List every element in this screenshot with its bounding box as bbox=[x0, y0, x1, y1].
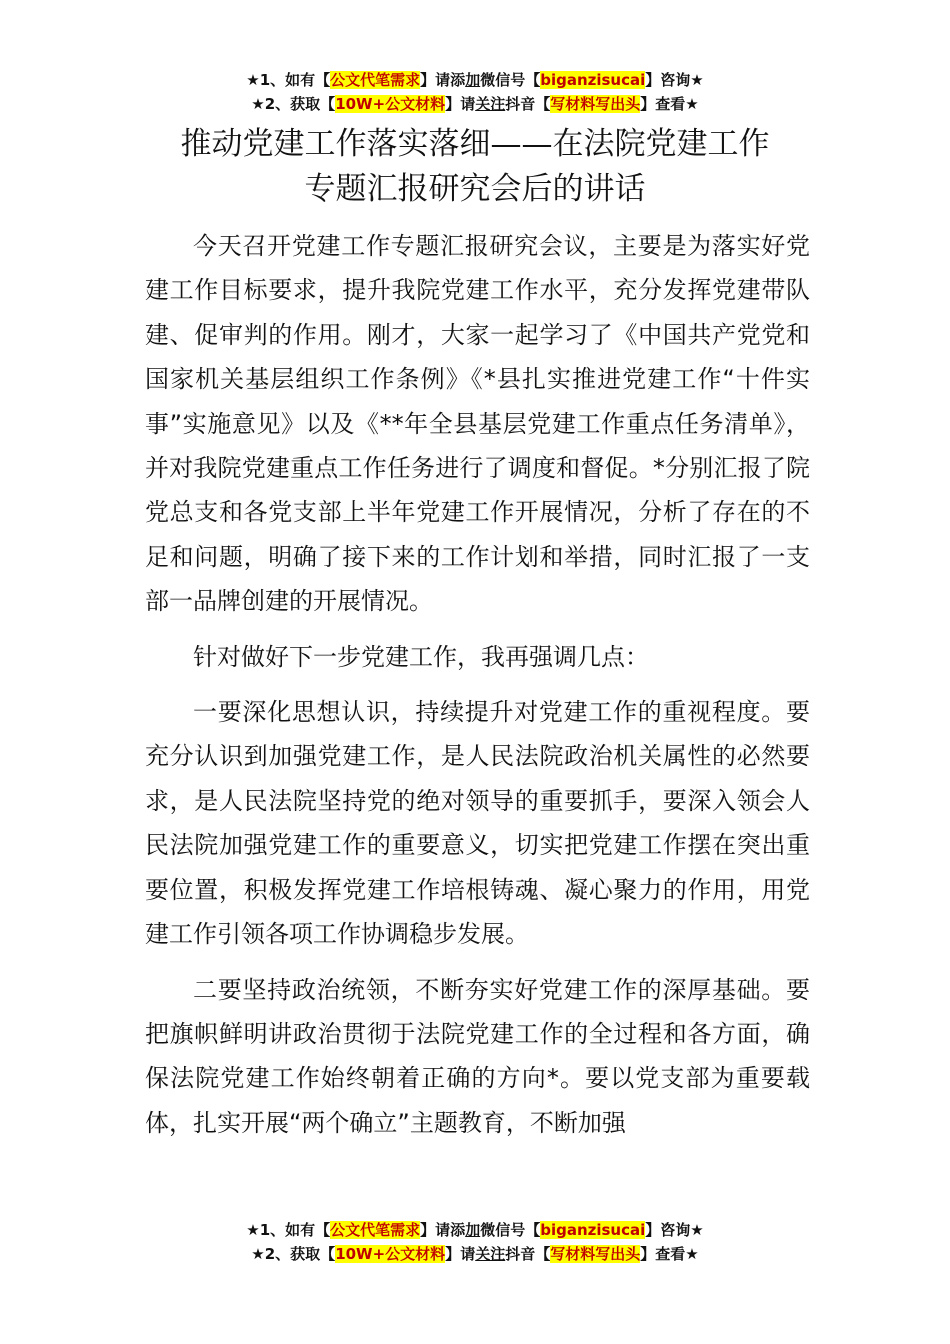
promo-text: 】请 bbox=[445, 95, 476, 113]
promo-highlight: biganzisucai bbox=[540, 71, 646, 89]
promo-text: 】咨询★ bbox=[645, 1221, 704, 1239]
title-line-2: 专题汇报研究会后的讲话 bbox=[304, 171, 646, 207]
promo-text: ★2、获取【 bbox=[251, 95, 336, 113]
promo-text: 】请 bbox=[445, 1245, 476, 1263]
promo-highlight: 公文代笔需求 bbox=[330, 1221, 421, 1239]
promo-text: 】请添 bbox=[420, 71, 466, 89]
promo-text: 】咨询★ bbox=[645, 71, 704, 89]
promo-text: ★1、如有【 bbox=[246, 1221, 331, 1239]
header-promo-banner bbox=[0, 68, 950, 116]
promo-highlight: 写材料写出头 bbox=[550, 1245, 641, 1263]
promo-highlight: 写材料写出头 bbox=[550, 95, 641, 113]
footer-promo-banner bbox=[0, 1218, 950, 1266]
promo-text: 微信号【 bbox=[480, 1221, 541, 1239]
document-body bbox=[145, 224, 810, 1156]
promo-text: ★2、获取【 bbox=[251, 1245, 336, 1263]
promo-underlined: 关注 bbox=[475, 95, 506, 113]
promo-highlight: 10W+公文材料 bbox=[335, 95, 446, 113]
promo-underlined: 加 bbox=[465, 1221, 481, 1239]
promo-text: 抖音【 bbox=[505, 1245, 551, 1263]
promo-text: 抖音【 bbox=[505, 95, 551, 113]
promo-text: 微信号【 bbox=[480, 71, 541, 89]
promo-line-1 bbox=[0, 68, 950, 92]
promo-highlight: 公文代笔需求 bbox=[330, 71, 421, 89]
promo-text: ★1、如有【 bbox=[246, 71, 331, 89]
promo-text: 】请添 bbox=[420, 1221, 466, 1239]
body-paragraph: 二要坚持政治统领，不断夯实好党建工作的深厚基础。要把旗帜鲜明讲政治贯彻于法院党建工作的全过程和各方面，确保法院党建工作始终朝着正确的方向*。要以党支部为重要载体，扎实开展“两个确立”主题教育，不断加强 bbox=[145, 975, 810, 1137]
promo-line-2 bbox=[0, 1242, 950, 1266]
promo-text: 】查看★ bbox=[640, 95, 699, 113]
title-line-1: 推动党建工作落实落细——在法院党建工作 bbox=[180, 126, 770, 162]
body-paragraph: 一要深化思想认识，持续提升对党建工作的重视程度。要充分认识到加强党建工作，是人民法院政治机关属性的必然要求，是人民法院坚持党的绝对领导的重要抓手，要深入领会人民法院加强党建工作的重要意义，切实把党建工作摆在突出重要位置，积极发挥党建工作培根铸魂、凝心聚力的作用，用党建工作引领各项工作协调稳步发展。 bbox=[145, 698, 810, 949]
promo-underlined: 关注 bbox=[475, 1245, 506, 1263]
document-title bbox=[0, 122, 950, 212]
promo-text: 】查看★ bbox=[640, 1245, 699, 1263]
promo-highlight: biganzisucai bbox=[540, 1221, 646, 1239]
promo-underlined: 加 bbox=[465, 71, 481, 89]
promo-line-1 bbox=[0, 1218, 950, 1242]
promo-highlight: 10W+公文材料 bbox=[335, 1245, 446, 1263]
body-paragraph: 针对做好下一步党建工作，我再强调几点： bbox=[193, 642, 649, 671]
body-paragraph: 今天召开党建工作专题汇报研究会议，主要是为落实好党建工作目标要求，提升我院党建工作水平，充分发挥党建带队建、促审判的作用。刚才，大家一起学习了《中国共产党党和国家机关基层组织工作条例》《*县扎实推进党建工作“十件实事”实施意见》以及《**年全县基层党建工作重点任务清单》，并对我院党建重点工作任务进行了调度和督促。*分别汇报了院党总支和各党支部上半年党建工作开展情况，分析了存在的不足和问题，明确了接下来的工作计划和举措，同时汇报了一支部一品牌创建的开展情况。 bbox=[145, 232, 810, 616]
promo-line-2 bbox=[0, 92, 950, 116]
